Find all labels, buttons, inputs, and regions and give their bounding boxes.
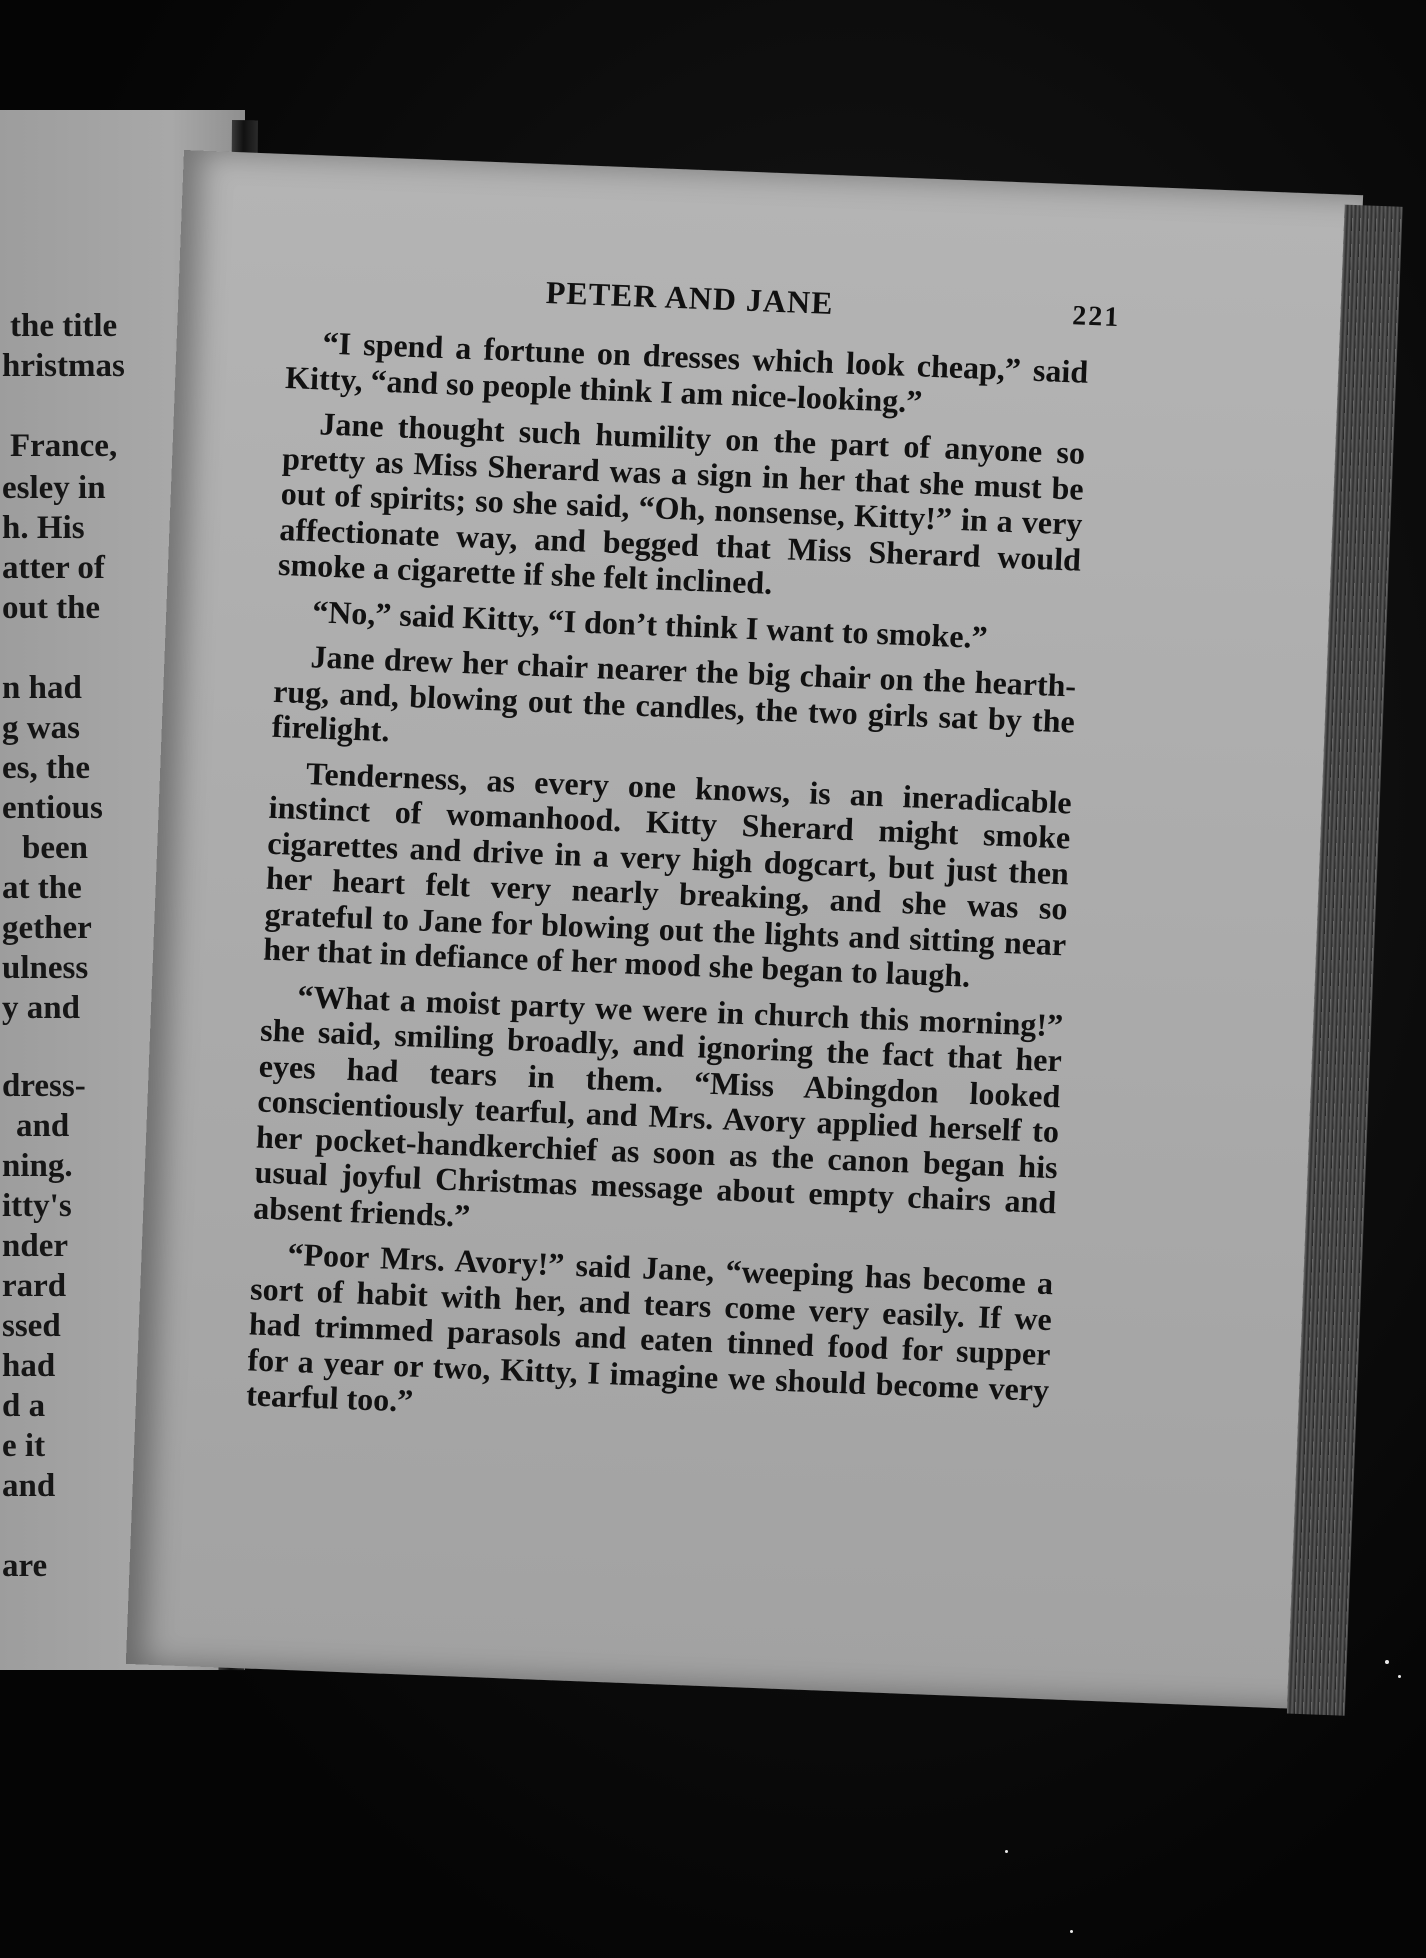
paragraph: “What a moist party we were in church this morning!” she said, smiling broadly, and ignoring the fact that her eyes had tears in them. “Miss Abingdon looked conscientiously tearful, and Mrs. Avory applied herself to her pocket-handkerchief as soon as the canon began his usual joyful Christmas message about empty chairs and absent friends.” [252, 977, 1064, 1234]
page-number: 221 [1071, 300, 1121, 334]
left-page-line: es, the [2, 750, 90, 786]
left-page-line: h. His [2, 510, 85, 546]
left-page-line: rard [2, 1268, 67, 1304]
paragraph: “No,” said Kitty, “I don’t think I want to smoke.” [311, 592, 989, 655]
left-page-line: dress- [2, 1068, 86, 1104]
left-page-line: atter of [2, 550, 105, 586]
left-page-line: n had [2, 670, 82, 706]
paragraph: Tenderness, as every one knows, is an ineradicable instinct of womanhood. Kitty Sherard might smoke cigarettes and drive in a very high dogcart, but just then her heart felt very nearly breaking, and she was so grateful to Jane for blowing out the lights and sitting near her that in defiance of her mood she began to laugh. [262, 754, 1073, 994]
left-page-line: nder [2, 1228, 68, 1264]
paragraph: “I spend a fortune on dresses which look cheap,” said Kitty, “and so people think I am nice-looking.” [284, 324, 1089, 420]
page-edge [1287, 205, 1403, 1716]
film-speck [1385, 1660, 1389, 1664]
left-page-line: itty's [2, 1188, 72, 1224]
left-page-line: the title [10, 308, 118, 344]
left-page-line: g was [2, 710, 80, 746]
left-page-line: are [2, 1548, 48, 1584]
left-page-line: e it [2, 1428, 46, 1464]
left-page-line: at the [2, 870, 82, 906]
left-page-line: ning. [2, 1148, 73, 1184]
left-page-line: ssed [2, 1308, 61, 1344]
film-speck [1005, 1850, 1008, 1853]
film-speck [1070, 1930, 1073, 1933]
left-page-line: d a [2, 1388, 46, 1424]
left-page-line: been [22, 830, 88, 866]
page-content [245, 264, 1121, 1453]
right-page [126, 150, 1363, 1709]
left-page-line: France, [10, 428, 118, 464]
left-page-line: hristmas [2, 348, 125, 384]
left-page-line: y and [2, 990, 80, 1026]
left-page-line: entious [2, 790, 103, 826]
paragraph: Jane drew her chair nearer the big chair on the hearth-rug, and, blowing out the candles, the two girls sat by the firelight. [271, 638, 1077, 749]
left-page-line: and [16, 1108, 70, 1144]
running-title: PETER AND JANE [545, 274, 835, 322]
left-page-line: esley in [2, 470, 106, 506]
left-page-line: and [2, 1468, 56, 1504]
left-page-line: ulness [2, 950, 89, 986]
left-page-line: out the [2, 590, 101, 626]
paragraph: “Poor Mrs. Avory!” said Jane, “weeping has become a sort of habit with her, and tears come very easily. If we had trimmed parasols and eaten tinned food for supper for a year or two, Kitty, I imagine we should become very tearful too.” [245, 1235, 1054, 1419]
left-page-line: gether [2, 910, 92, 946]
film-speck [1398, 1675, 1401, 1678]
paragraph: Jane thought such humility on the part of anyone so pretty as Miss Sherard was a sign in her that she must be out of spirits; so she said, “Oh, nonsense, Kitty!” in a very affectionate way, and begged that Miss Sherard would smoke a cigarette if she felt inclined. [277, 405, 1086, 601]
left-page-line: had [2, 1348, 56, 1384]
